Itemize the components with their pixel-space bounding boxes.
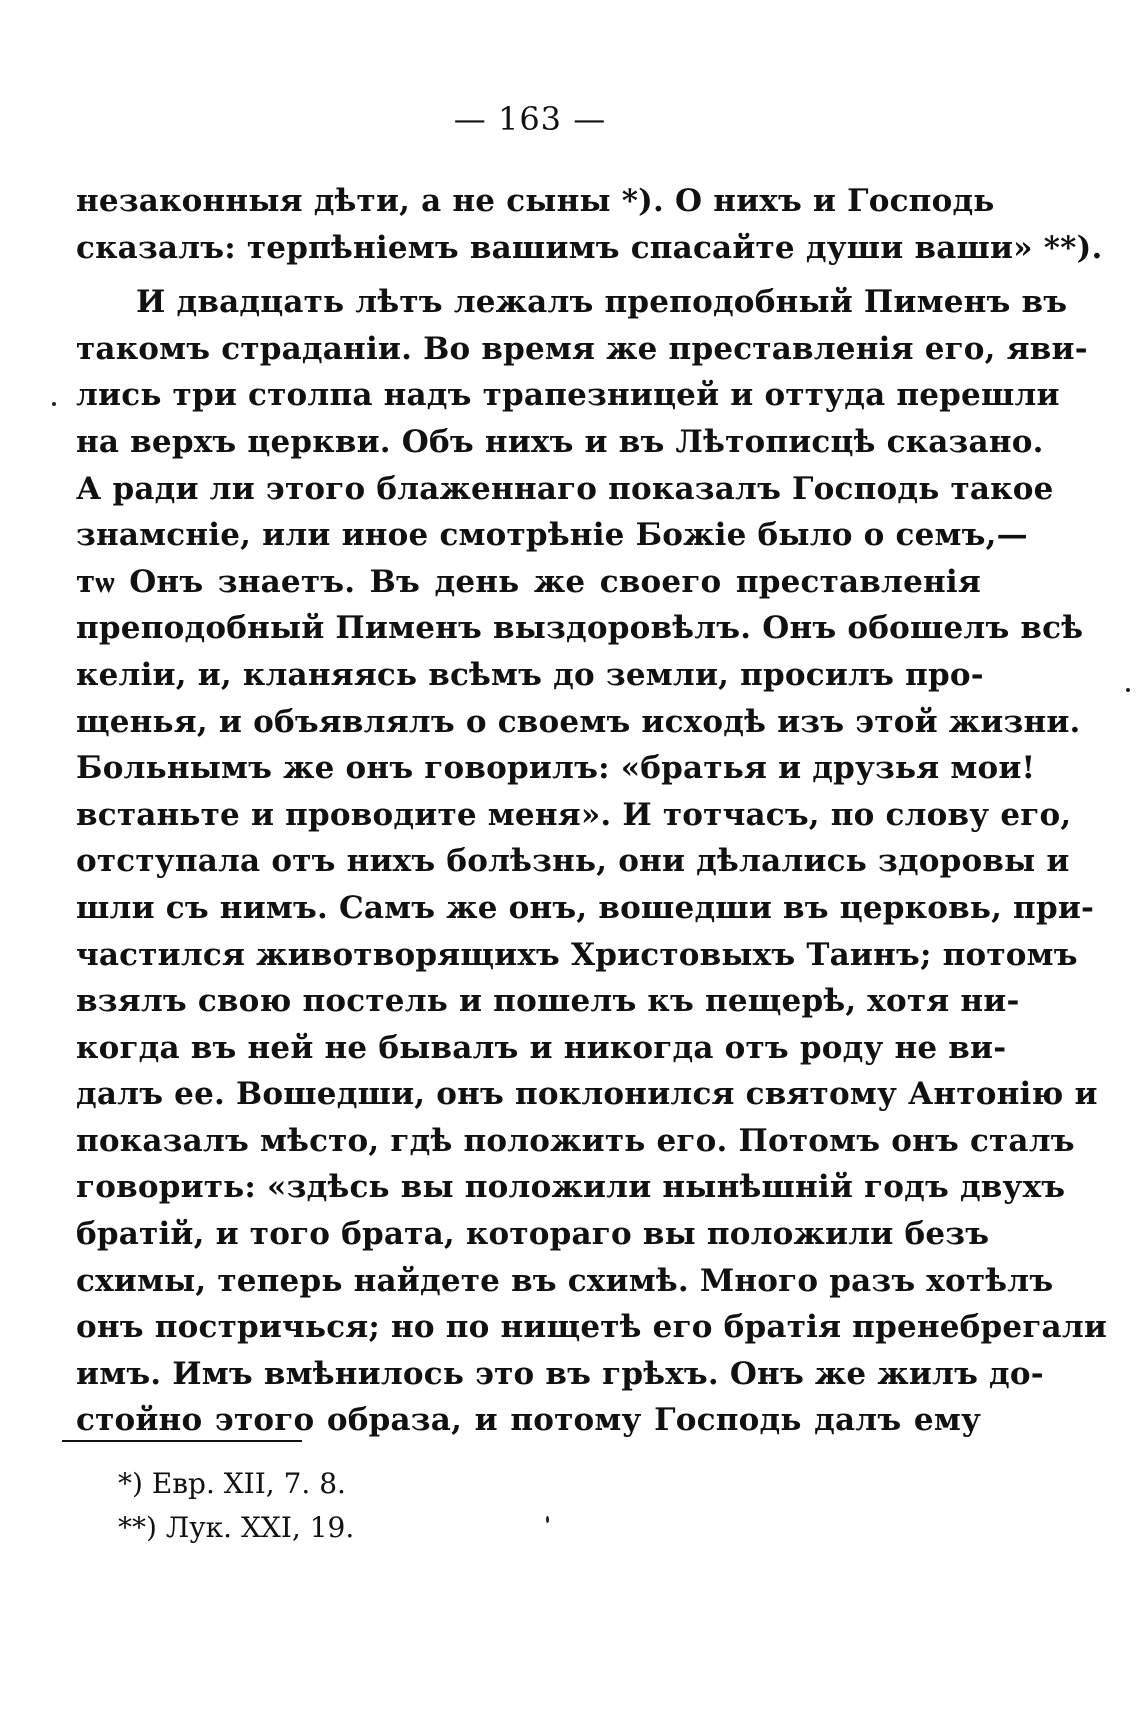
text-line: встаньте и проводите меня». И тотчасъ, по слову его, <box>76 796 1072 833</box>
text-line: тѡ Онъ знаетъ. Въ день же своего преставленія <box>76 563 981 600</box>
text-line: преподобный Пименъ выздоровѣлъ. Онъ обошелъ всѣ <box>76 610 1084 647</box>
text-line: знамсніе, или иное смотрѣніе Божіе было о семъ,— <box>76 517 1028 554</box>
text-line: такомъ страданіи. Во время же преставленія его, яви- <box>76 330 1088 367</box>
text-line: показалъ мѣсто, гдѣ положить его. Потомъ онъ сталъ <box>76 1122 1075 1159</box>
text-line: И двадцать лѣтъ лежалъ преподобный Пименъ въ <box>136 284 1068 321</box>
text-line: щенья, и объявлялъ о своемъ исходѣ изъ этой жизни. <box>76 703 1081 740</box>
text-line: схимы, теперь найдете въ схимѣ. Много разъ хотѣлъ <box>76 1262 1054 1299</box>
text-line: отступала отъ нихъ болѣзнь, они дѣлались здоровы и <box>76 843 1070 880</box>
paragraph-gap <box>76 271 981 279</box>
text-line: шли съ нимъ. Самъ же онъ, вошедши въ церковь, при- <box>76 889 1095 926</box>
text-line: частился животворящихъ Христовыхъ Таинъ; потомъ <box>76 936 1078 973</box>
text-line: сказалъ: терпѣніемъ вашимъ спасайте души ваши» **). <box>76 229 1103 266</box>
text-line: А ради ли этого блаженнаго показалъ Господь такое <box>76 470 1054 507</box>
text-line: далъ ее. Вошедши, онъ поклонился святому Антонію и <box>76 1076 1098 1113</box>
text-line: имъ. Имъ вмѣнилось это въ грѣхъ. Онъ же жилъ до- <box>76 1355 1044 1392</box>
footnote-divider <box>62 1440 302 1442</box>
text-line: братій, и того брата, котораго вы положили безъ <box>76 1216 990 1253</box>
text-line: стойно этого образа, и потому Господь далъ ему <box>76 1402 981 1439</box>
text-line: лись три столпа надъ трапезницей и оттуда перешли <box>76 377 1060 414</box>
footnotes <box>118 1462 354 1550</box>
text-line: взялъ свою постель и пошелъ къ пещерѣ, хотя ни- <box>76 983 1020 1020</box>
text-line: говорить: «здѣсь вы положили нынѣшній годъ двухъ <box>76 1169 1066 1206</box>
text-line: Больнымъ же онъ говорилъ: «братья и друзья мои! <box>76 750 1036 787</box>
footnote: *) Евр. XII, 7. 8. <box>118 1467 346 1500</box>
text-line: онъ постричься; но по нищетѣ его братія пренебрегали <box>76 1309 1108 1346</box>
text-line: на верхъ церкви. Объ нихъ и въ Лѣтописцѣ сказано. <box>76 423 1044 460</box>
scan-speck <box>52 402 56 406</box>
scan-speck <box>546 1516 549 1523</box>
text-line: незаконныя дѣти, а не сыны *). О нихъ и Господь <box>76 183 995 219</box>
text-line: келіи, и, кланяясь всѣмъ до земли, просилъ про- <box>76 656 984 693</box>
scan-speck <box>1126 688 1130 692</box>
body-text <box>76 178 1108 1444</box>
page-number: — 163 — <box>453 100 607 138</box>
text-line: когда въ ней не бывалъ и никогда отъ роду не ви- <box>76 1029 1007 1066</box>
footnote: **) Лук. XXI, 19. <box>118 1511 355 1544</box>
